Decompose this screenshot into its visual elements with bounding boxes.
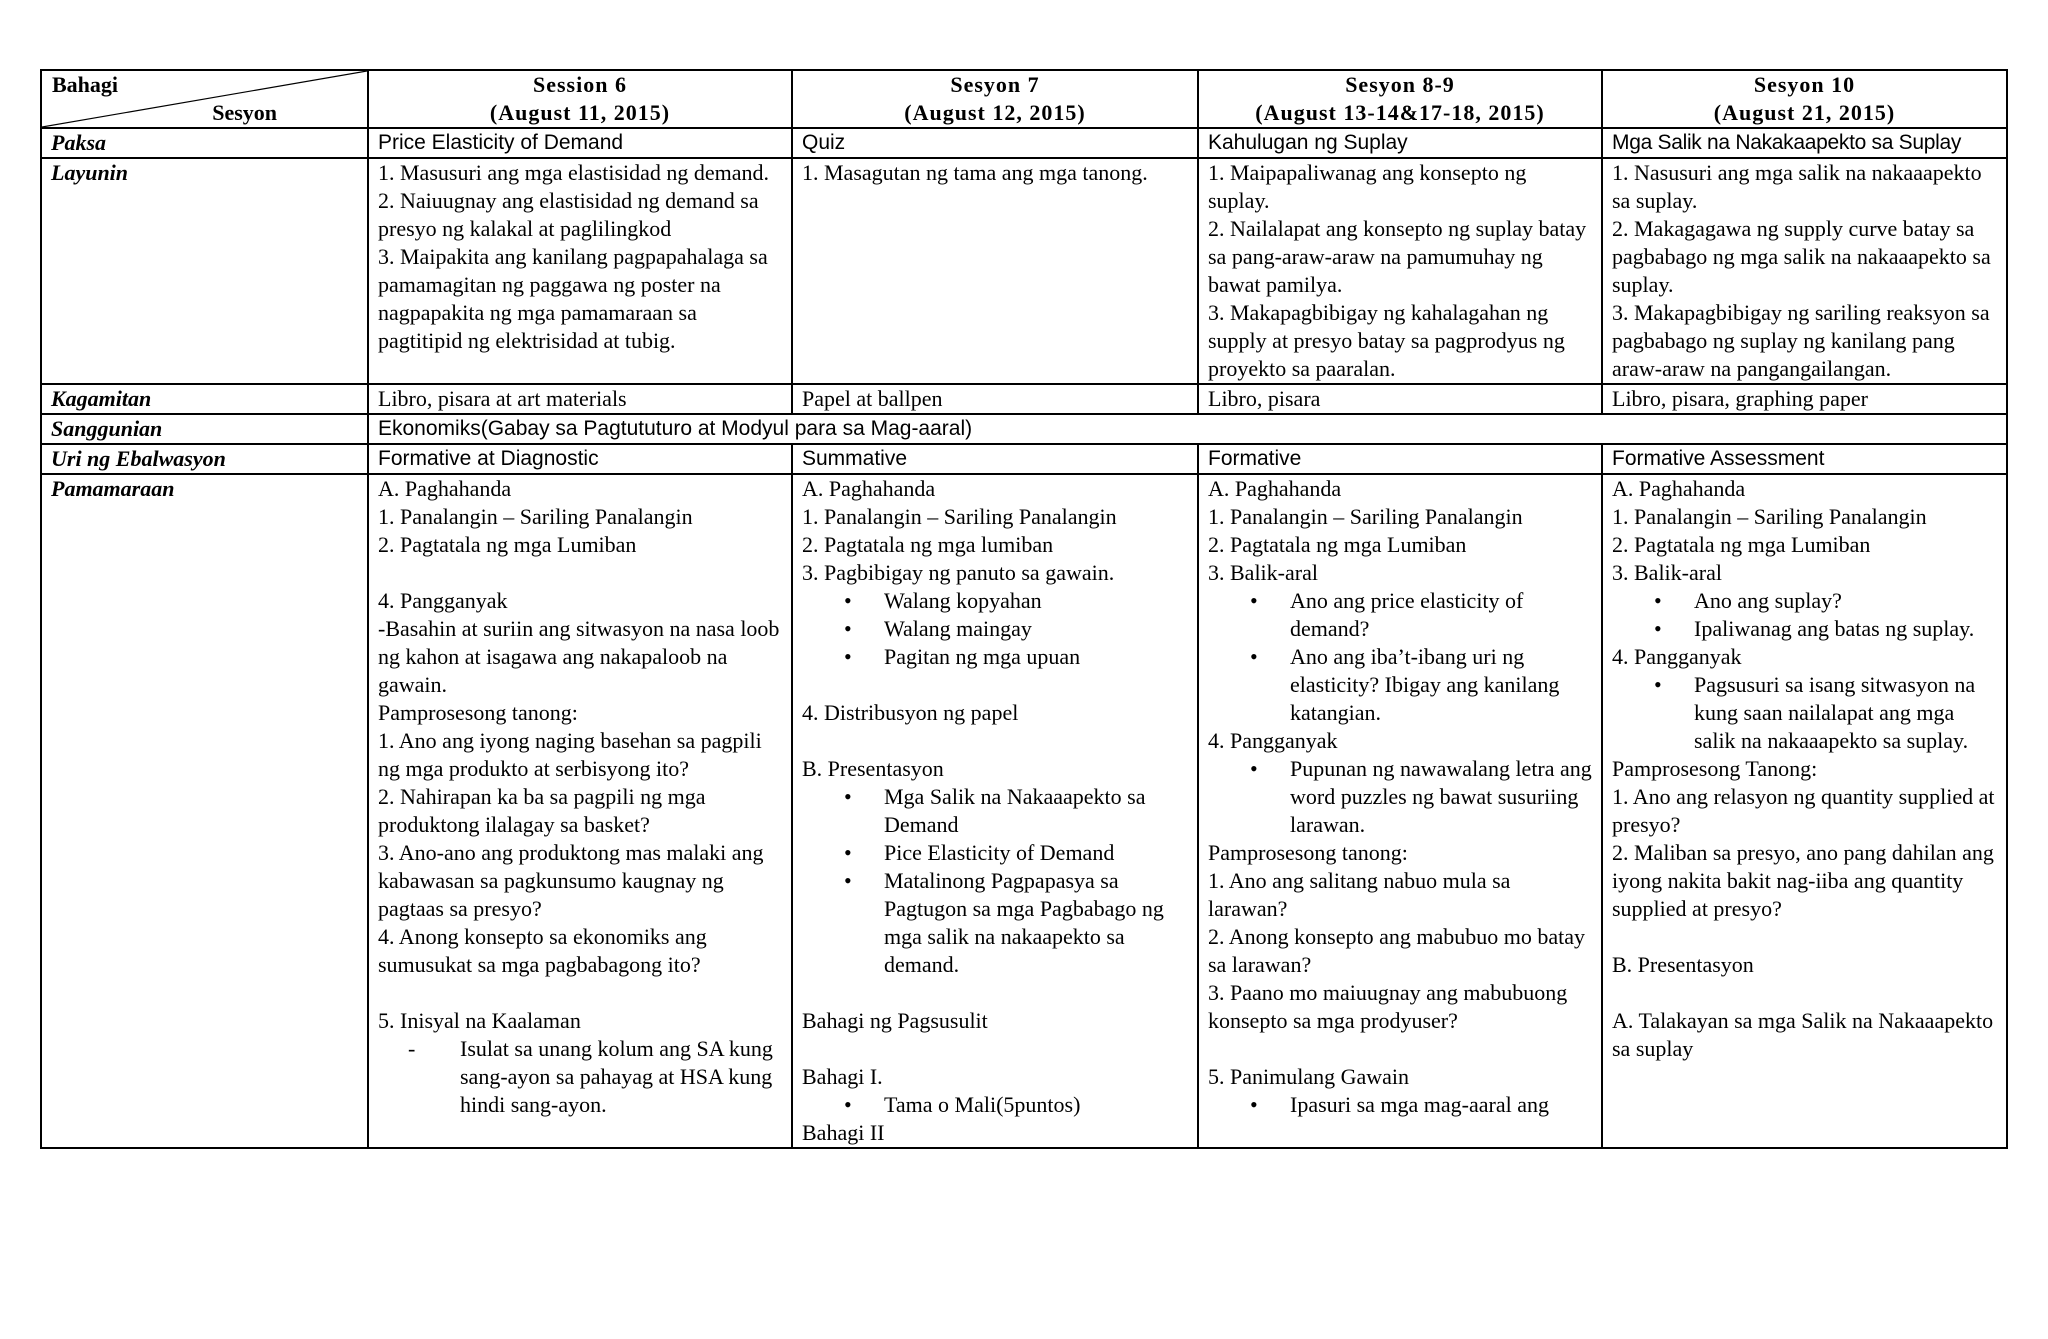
procedure-line: 2. Pagtatala ng mga Lumiban: [1208, 532, 1467, 557]
procedure-line: 1. Ano ang salitang nabuo mula sa larawan?: [1208, 868, 1511, 921]
bullet-list: [1612, 587, 1997, 643]
bullet-list: [1208, 1091, 1592, 1119]
objective-item: 3. Makapagbibigay ng kahalagahan ng supply at presyo batay sa pagprodyus ng proyekto sa paaralan.: [1208, 300, 1565, 381]
list-item: • Matalinong Pagpapasya sa Pagtugon sa mga Pagbabago ng mga salik na nakaapekto sa demand.: [884, 867, 1188, 979]
objective-item: 1. Maipapaliwanag ang konsepto ng suplay.: [1208, 160, 1527, 213]
paksa-cell: Quiz: [792, 128, 1198, 158]
layunin-cell-s7: [792, 158, 1198, 384]
session-date: (August 12, 2015): [904, 100, 1086, 125]
lesson-plan-table: [40, 69, 2008, 1149]
bullet-list: [802, 587, 1188, 671]
row-pamamaraan: [41, 474, 2007, 1148]
list-item: • Ano ang iba’t-ibang uri ng elasticity? Ibigay ang kanilang katangian.: [1290, 643, 1592, 727]
dash-list: [378, 1035, 782, 1119]
ebalwasyon-cell: Summative: [792, 444, 1198, 474]
kagamitan-cell: Libro, pisara: [1198, 384, 1602, 414]
session-header-10: [1602, 70, 2007, 128]
session-date: (August 21, 2015): [1713, 100, 1896, 125]
procedure-line: 3. Pagbibigay ng panuto sa gawain.: [802, 560, 1115, 585]
procedure-line: A. Paghahanda: [1208, 476, 1342, 501]
procedure-line: Bahagi II: [802, 1120, 885, 1145]
row-ebalwasyon: [41, 444, 2007, 474]
session-date: (August 13-14&17-18, 2015): [1255, 100, 1545, 125]
procedure-line: -Basahin at suriin ang sitwasyon na nasa loob ng kahon at isagawa ang nakapaloob na gawain.: [378, 616, 780, 697]
layunin-cell-s10: [1602, 158, 2007, 384]
procedure-line: 2. Pagtatala ng mga Lumiban: [1612, 532, 1871, 557]
procedure-line: 3. Paano mo maiuugnay ang mabubuong konsepto sa mga prodyuser?: [1208, 980, 1568, 1033]
procedure-line: 3. Ano-ano ang produktong mas malaki ang kabawasan sa pagkunsumo kaugnay ng pagtaas sa presyo?: [378, 840, 764, 921]
procedure-line: 1. Ano ang iyong naging basehan sa pagpili ng mga produkto at serbisyong ito?: [378, 728, 762, 781]
bullet-list: [802, 783, 1188, 979]
session-header-8-9: [1198, 70, 1602, 128]
procedure-line: Pamprosesong Tanong:: [1612, 756, 1818, 781]
list-item: • Ano ang price elasticity of demand?: [1290, 587, 1592, 643]
list-item: • Pupunan ng nawawalang letra ang word puzzles ng bawat susuriing larawan.: [1290, 755, 1592, 839]
row-label-kagamitan: Kagamitan: [41, 384, 368, 414]
procedure-line: 4. Anong konsepto sa ekonomiks ang sumusukat sa mga pagbabagong ito?: [378, 924, 707, 977]
list-item: • Pice Elasticity of Demand: [884, 839, 1188, 867]
row-label-paksa: Paksa: [41, 128, 368, 158]
procedure-line: 3. Balik-aral: [1612, 560, 1722, 585]
session-header-6: [368, 70, 792, 128]
procedure-line: 4. Pangganyak: [1612, 644, 1742, 669]
paksa-cell: Price Elasticity of Demand: [368, 128, 792, 158]
session-date: (August 11, 2015): [489, 100, 671, 125]
list-item: • Pagsusuri sa isang sitwasyon na kung saan nailalapat ang mga salik na nakaaapekto sa suplay.: [1694, 671, 1997, 755]
list-item: • Ano ang suplay?: [1694, 587, 1997, 615]
corner-cell: [41, 70, 368, 128]
procedure-line: 1. Panalangin – Sariling Panalangin: [378, 504, 693, 529]
procedure-line: B. Presentasyon: [802, 756, 944, 781]
row-kagamitan: [41, 384, 2007, 414]
procedure-line: A. Paghahanda: [378, 476, 512, 501]
list-item: • Walang maingay: [884, 615, 1188, 643]
pamamaraan-cell-s6: [368, 474, 792, 1148]
pamamaraan-cell-s8-9: [1198, 474, 1602, 1148]
objective-item: 3. Maipakita ang kanilang pagpapahalaga sa pamamagitan ng paggawa ng poster na nagpapakita ng mga pamamaraan sa pagtitipid ng elektrisidad at tubig.: [378, 244, 768, 353]
procedure-line: 4. Pangganyak: [1208, 728, 1338, 753]
row-label-pamamaraan: Pamamaraan: [41, 474, 368, 1148]
bullet-list: [1208, 587, 1592, 727]
corner-label-bahagi: Bahagi: [52, 72, 119, 97]
bullet-list: [1612, 671, 1997, 755]
row-label-ebalwasyon: Uri ng Ebalwasyon: [41, 444, 368, 474]
layunin-cell-s6: [368, 158, 792, 384]
procedure-line: 4. Pangganyak: [378, 588, 508, 613]
objective-item: 2. Makagagawa ng supply curve batay sa pagbabago ng mga salik na nakaaapekto sa suplay.: [1612, 216, 1991, 297]
ebalwasyon-cell: Formative Assessment: [1602, 444, 2007, 474]
pamamaraan-cell-s10: [1602, 474, 2007, 1148]
paksa-cell: Mga Salik na Nakakaapekto sa Suplay: [1602, 128, 2007, 158]
session-header-7: [792, 70, 1198, 128]
layunin-cell-s8-9: [1198, 158, 1602, 384]
procedure-line: Bahagi I.: [802, 1064, 883, 1089]
pamamaraan-cell-s7: [792, 474, 1198, 1148]
session-name: Sesyon 7: [950, 72, 1040, 97]
session-name: Session 6: [533, 72, 627, 97]
list-item: • Tama o Mali(5puntos): [884, 1091, 1188, 1119]
procedure-line: 2. Anong konsepto ang mabubuo mo batay sa larawan?: [1208, 924, 1586, 977]
list-item: - Isulat sa unang kolum ang SA kung sang-ayon sa pahayag at HSA kung hindi sang-ayon.: [460, 1035, 782, 1119]
ebalwasyon-cell: Formative: [1198, 444, 1602, 474]
session-name: Sesyon 10: [1753, 72, 1856, 97]
objective-item: 1. Masusuri ang mga elastisidad ng demand.: [378, 160, 770, 185]
procedure-line: 2. Nahirapan ka ba sa pagpili ng mga produktong ilalagay sa basket?: [378, 784, 706, 837]
session-name: Sesyon 8-9: [1345, 72, 1455, 97]
row-layunin: [41, 158, 2007, 384]
list-item: • Walang kopyahan: [884, 587, 1188, 615]
header-row: [41, 70, 2007, 128]
procedure-line: 5. Inisyal na Kaalaman: [378, 1008, 581, 1033]
procedure-line: 1. Panalangin – Sariling Panalangin: [1208, 504, 1523, 529]
objective-item: 1. Masagutan ng tama ang mga tanong.: [802, 160, 1148, 185]
list-item: • Ipasuri sa mga mag-aaral ang: [1290, 1091, 1592, 1119]
bullet-list: [1208, 755, 1592, 839]
procedure-line: Bahagi ng Pagsusulit: [802, 1008, 988, 1033]
row-label-layunin: Layunin: [41, 158, 368, 384]
procedure-line: 3. Balik-aral: [1208, 560, 1318, 585]
procedure-line: 4. Distribusyon ng papel: [802, 700, 1019, 725]
procedure-line: B. Presentasyon: [1612, 952, 1754, 977]
procedure-line: 2. Pagtatala ng mga Lumiban: [378, 532, 637, 557]
procedure-line: 2. Pagtatala ng mga lumiban: [802, 532, 1054, 557]
list-item: • Ipaliwanag ang batas ng suplay.: [1694, 615, 1997, 643]
row-label-sanggunian: Sanggunian: [41, 414, 368, 444]
objective-item: 3. Makapagbibigay ng sariling reaksyon sa pagbabago ng suplay ng kanilang pang araw-araw na pangangailangan.: [1612, 300, 1990, 381]
corner-label-sesyon: Sesyon: [212, 100, 277, 125]
procedure-line: 1. Panalangin – Sariling Panalangin: [1612, 504, 1927, 529]
procedure-line: 5. Panimulang Gawain: [1208, 1064, 1410, 1089]
procedure-line: Pamprosesong tanong:: [378, 700, 578, 725]
list-item: • Pagitan ng mga upuan: [884, 643, 1188, 671]
kagamitan-cell: Libro, pisara, graphing paper: [1602, 384, 2007, 414]
bullet-list: [802, 1091, 1188, 1119]
sanggunian-cell: Ekonomiks(Gabay sa Pagtututuro at Modyul para sa Mag-aaral): [368, 414, 2007, 444]
row-paksa: [41, 128, 2007, 158]
procedure-line: A. Talakayan sa mga Salik na Nakaaapekto sa suplay: [1612, 1008, 1994, 1061]
row-sanggunian: [41, 414, 2007, 444]
procedure-line: 2. Maliban sa presyo, ano pang dahilan ang iyong nakita bakit nag-iiba ang quantity supplied at presyo?: [1612, 840, 1994, 921]
procedure-line: A. Paghahanda: [1612, 476, 1746, 501]
kagamitan-cell: Papel at ballpen: [792, 384, 1198, 414]
list-item: • Mga Salik na Nakaaapekto sa Demand: [884, 783, 1188, 839]
objective-item: 2. Naiuugnay ang elastisidad ng demand sa presyo ng kalakal at paglilingkod: [378, 188, 759, 241]
kagamitan-cell: Libro, pisara at art materials: [368, 384, 792, 414]
procedure-line: 1. Ano ang relasyon ng quantity supplied at presyo?: [1612, 784, 1995, 837]
ebalwasyon-cell: Formative at Diagnostic: [368, 444, 792, 474]
procedure-line: Pamprosesong tanong:: [1208, 840, 1408, 865]
objective-item: 2. Nailalapat ang konsepto ng suplay batay sa pang-araw-araw na pamumuhay ng bawat pamilya.: [1208, 216, 1587, 297]
paksa-cell: Kahulugan ng Suplay: [1198, 128, 1602, 158]
procedure-line: 1. Panalangin – Sariling Panalangin: [802, 504, 1117, 529]
objective-item: 1. Nasusuri ang mga salik na nakaaapekto sa suplay.: [1612, 160, 1982, 213]
procedure-line: A. Paghahanda: [802, 476, 936, 501]
